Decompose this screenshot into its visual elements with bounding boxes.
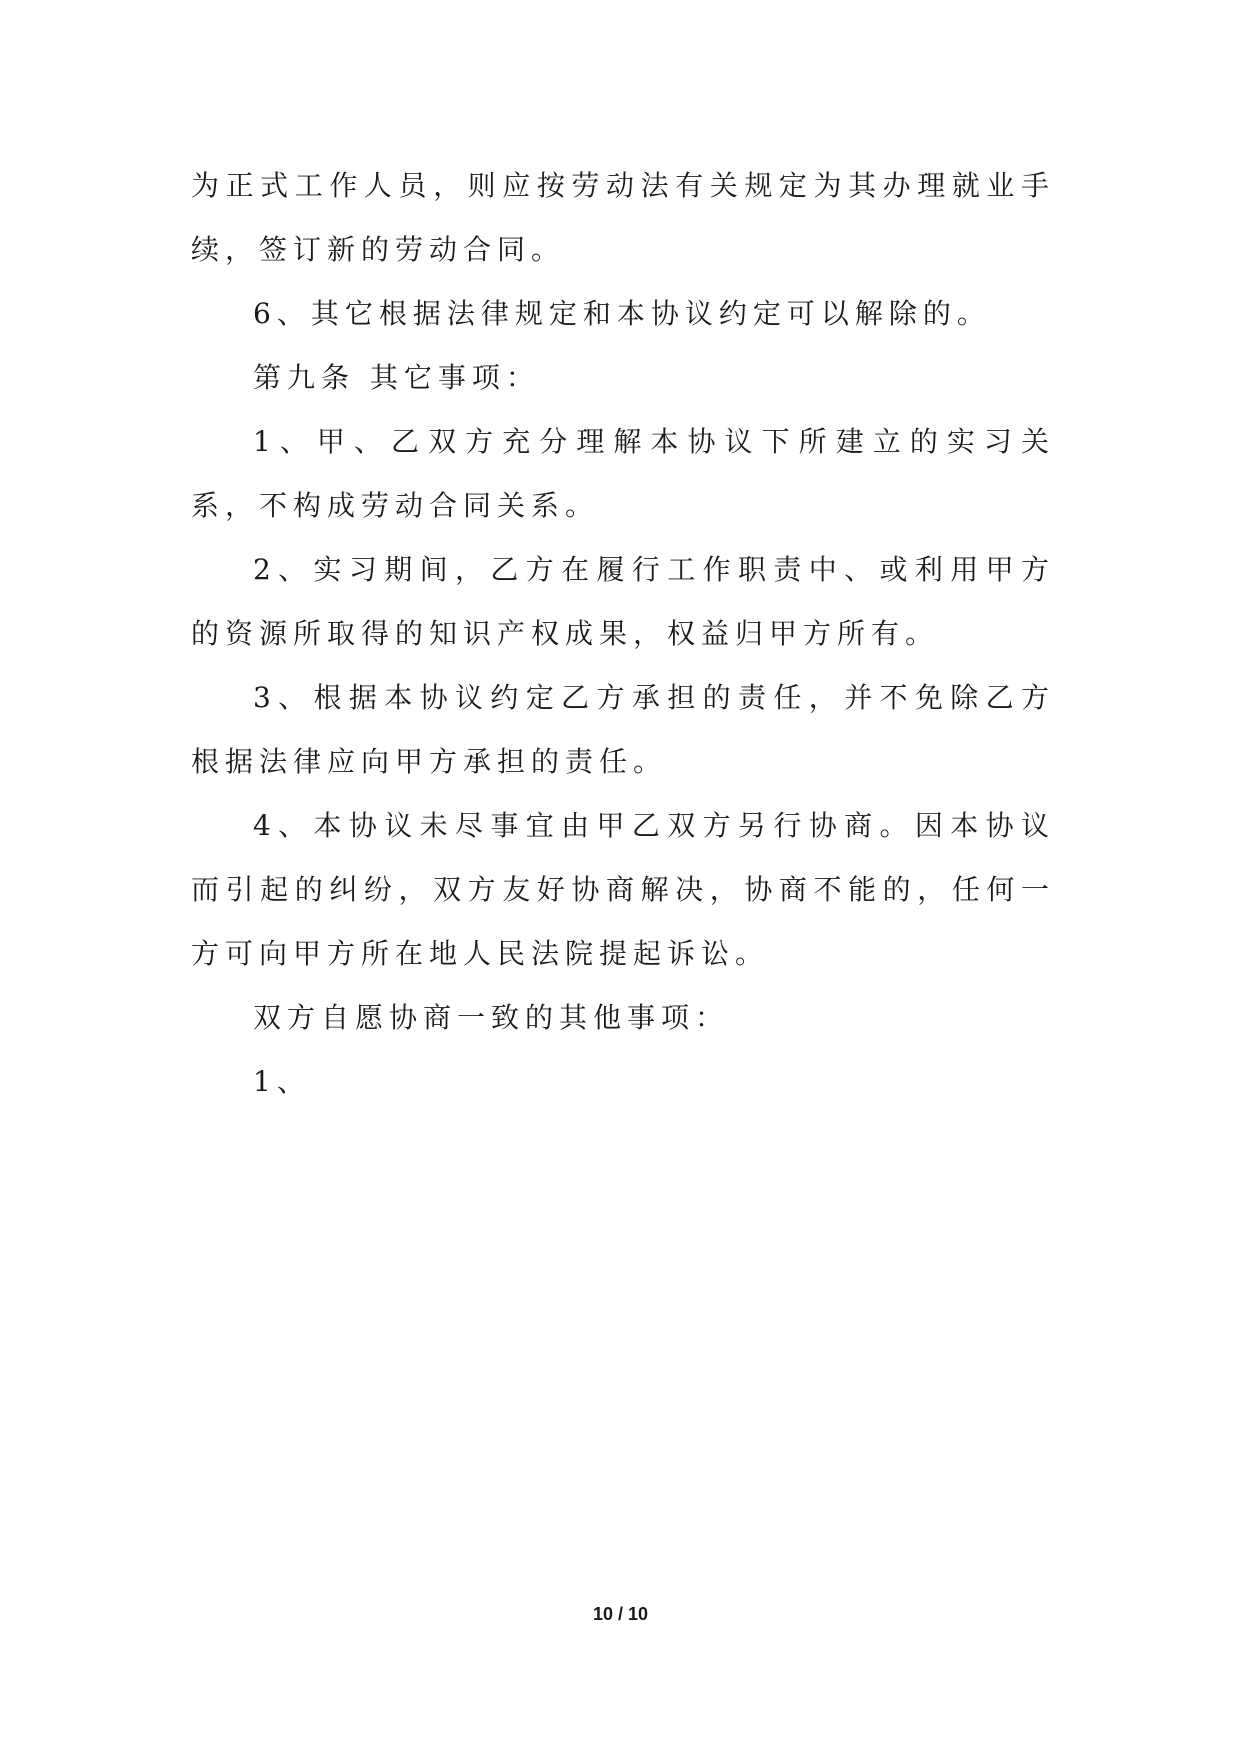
other-matters-heading: 双方自愿协商一致的其他事项： <box>253 1001 730 1034</box>
other-matters-item-1: 1、 <box>253 1065 311 1098</box>
paragraph-continuation: 为正式工作人员，则应按劳动法有关规定为其办理就业手续，签订新的劳动合同。 <box>191 169 1055 266</box>
document-body <box>191 154 1055 1114</box>
paragraph-item-2: 2、实习期间，乙方在履行工作职责中、或利用甲方的资源所取得的知识产权成果，权益归甲方所有。 <box>191 553 1055 650</box>
paragraph-clause-6: 6、其它根据法律规定和本协议约定可以解除的。 <box>253 297 991 330</box>
paragraph-item-3: 3、根据本协议约定乙方承担的责任，并不免除乙方根据法律应向甲方承担的责任。 <box>191 681 1055 778</box>
page-number: 10 / 10 <box>592 1604 649 1624</box>
paragraph-item-4: 4、本协议未尽事宜由甲乙双方另行协商。因本协议而引起的纠纷，双方友好协商解决，协商不能的，任何一方可向甲方所在地人民法院提起诉讼。 <box>191 809 1055 970</box>
article-nine-heading: 第九条 其它事项： <box>253 361 540 394</box>
paragraph-item-1: 1、甲、乙双方充分理解本协议下所建立的实习关系，不构成劳动合同关系。 <box>191 425 1055 522</box>
